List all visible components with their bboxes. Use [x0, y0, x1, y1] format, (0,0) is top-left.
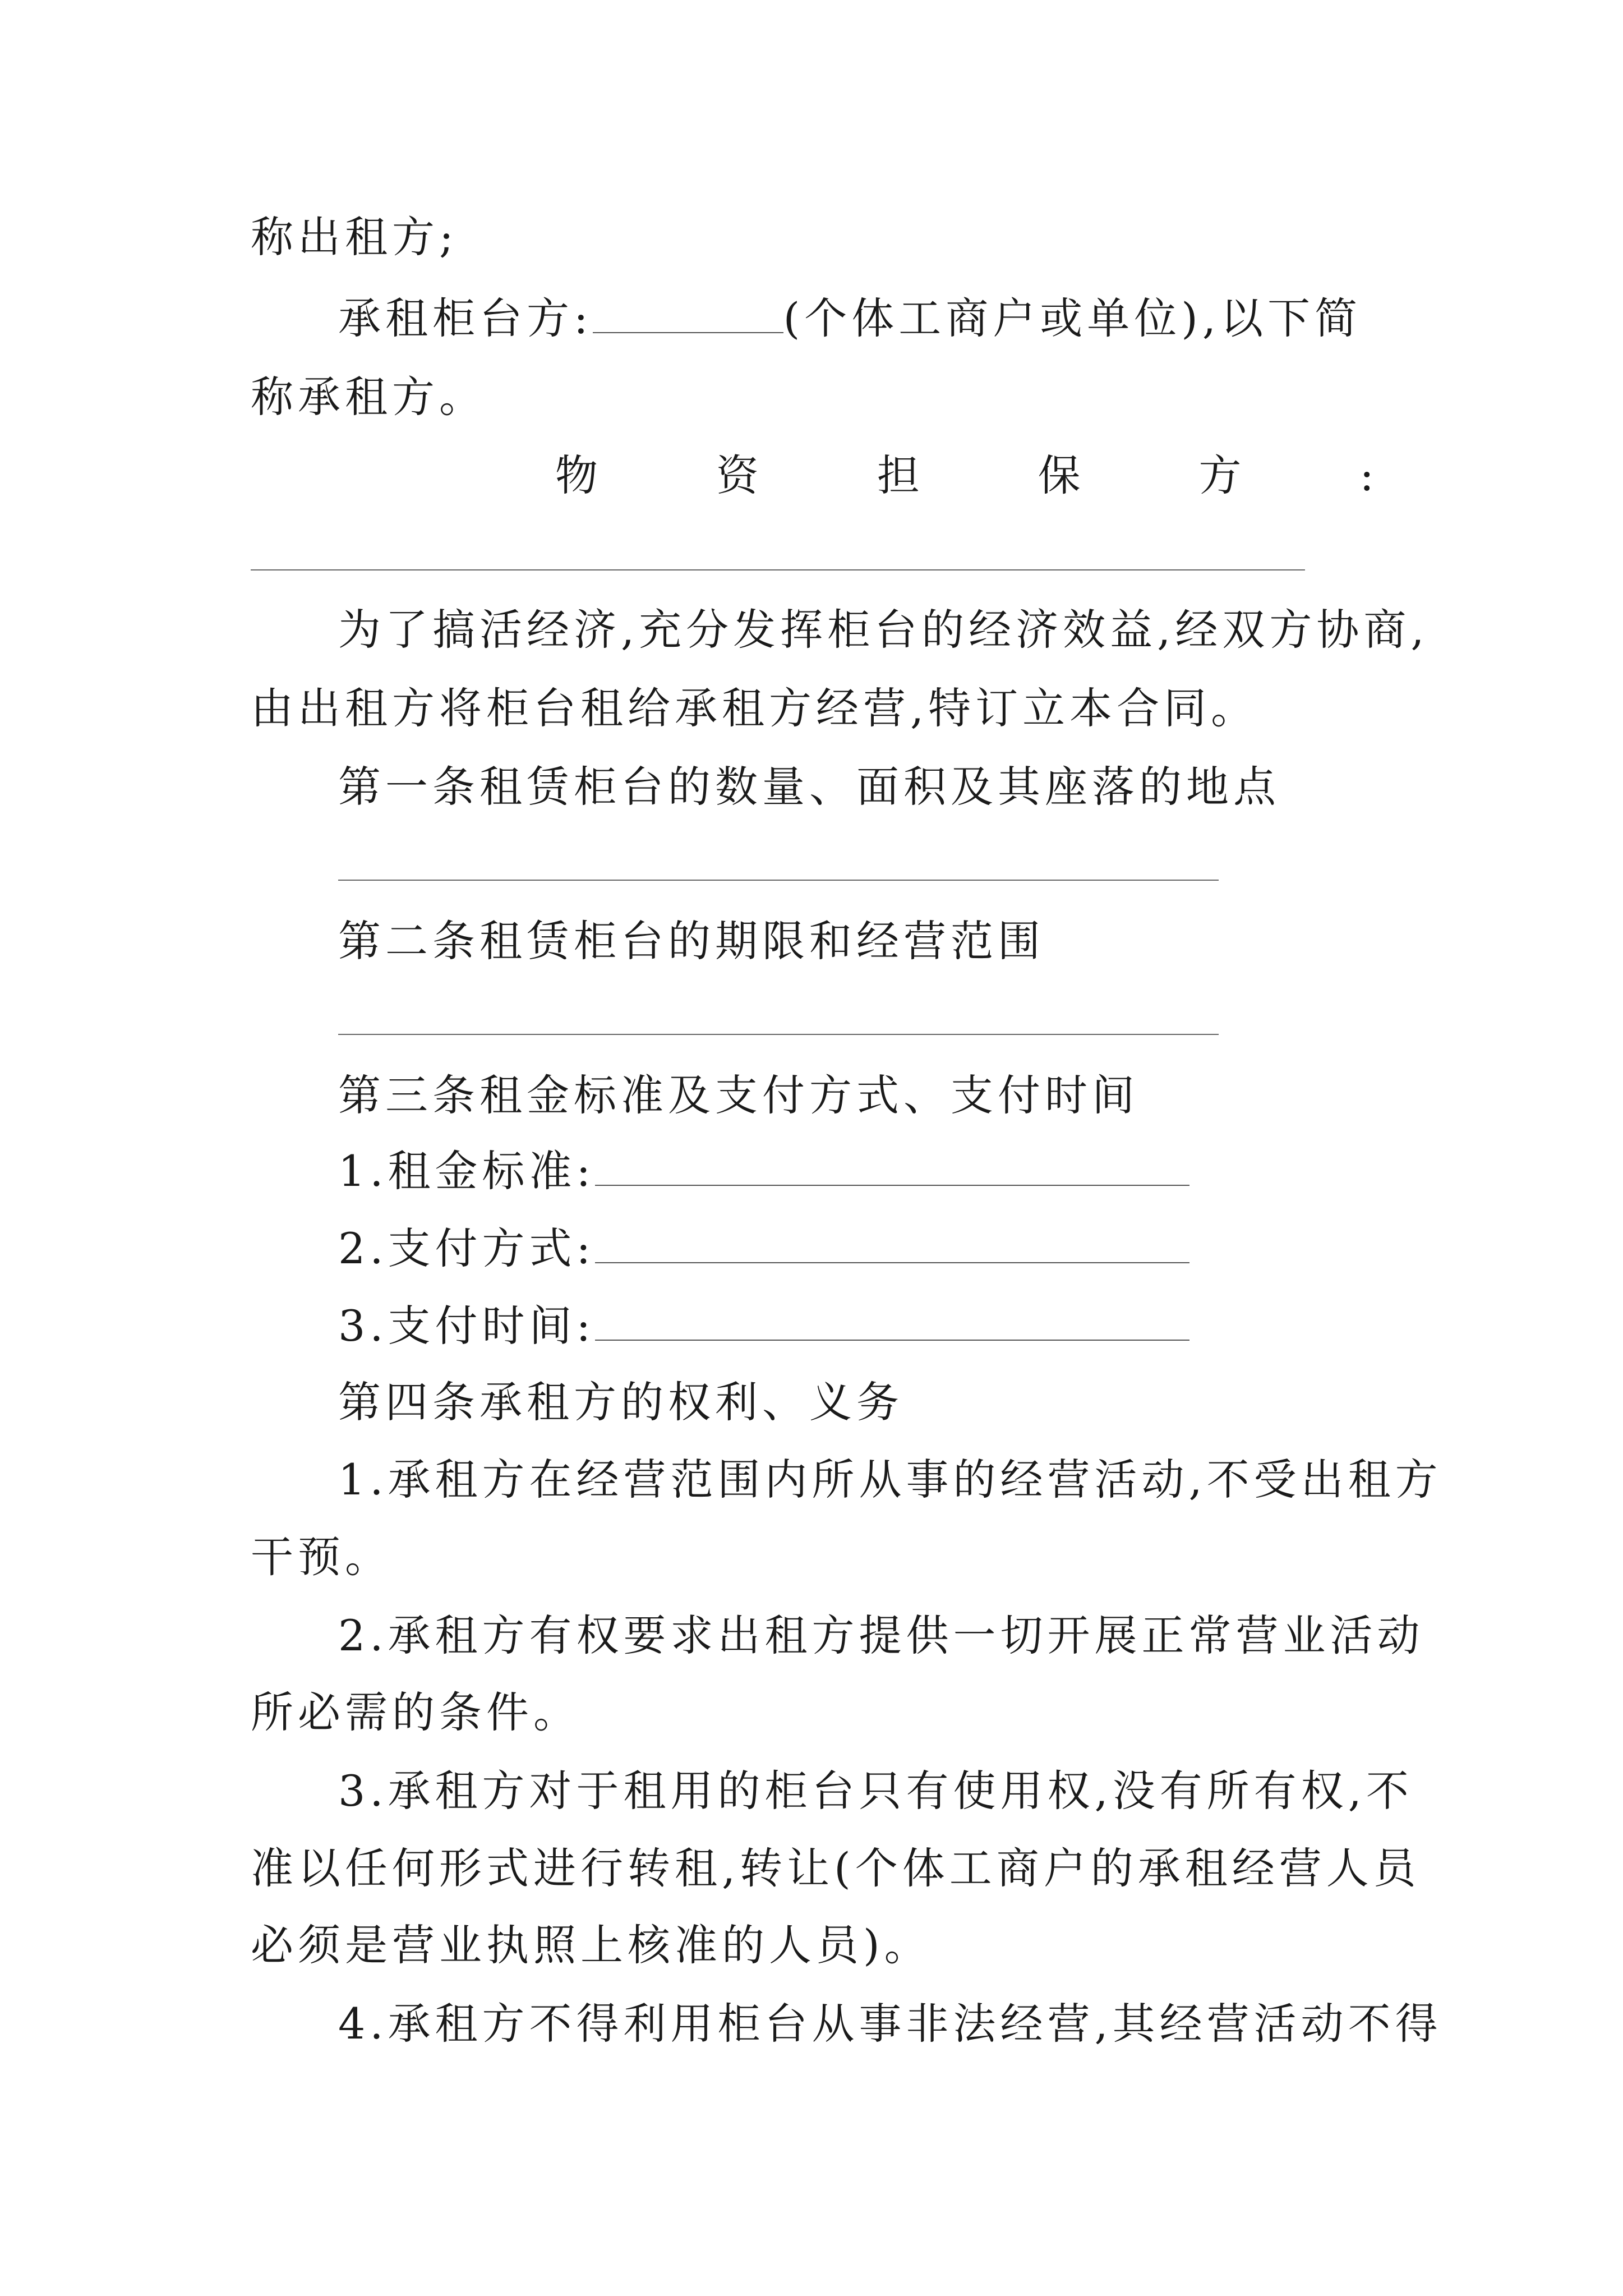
guarantor-name-blank[interactable] — [251, 569, 1305, 570]
guarantor-char: : — [1359, 450, 1374, 500]
payment-method-blank[interactable] — [595, 1223, 1189, 1263]
payment-method-label: 2.支付方式: — [338, 1223, 596, 1273]
rent-standard-line — [338, 1144, 1189, 1198]
article-4-clause-3-line-1: 3.承租方对于租用的柜台只有使用权,没有所有权,不 — [338, 1766, 1413, 1816]
article-4-clause-3-line-3: 必须是营业执照上核准的人员)。 — [251, 1920, 932, 1970]
intro-paragraph-line-2: 由出租方将柜台租给承租方经营,特订立本合同。 — [251, 683, 1258, 733]
payment-time-line — [338, 1299, 1189, 1353]
article-3-heading: 第三条租金标准及支付方式、支付时间 — [338, 1070, 1139, 1120]
article-2-heading: 第二条租赁柜台的期限和经营范围 — [338, 916, 1045, 966]
lessee-name-blank[interactable] — [593, 293, 783, 333]
article-4-clause-1-line-2: 干预。 — [251, 1532, 392, 1582]
article-4-clause-2-line-2: 所必需的条件。 — [251, 1687, 580, 1737]
guarantor-char: 担 — [877, 450, 920, 500]
lessee-line — [338, 292, 1362, 346]
payment-time-label: 3.支付时间: — [338, 1301, 596, 1351]
guarantor-char: 方 — [1198, 450, 1242, 500]
article-4-clause-1-line-1: 1.承租方在经营范围内所从事的经营活动,不受出租方 — [338, 1455, 1442, 1504]
rent-standard-label: 1.租金标准: — [338, 1146, 596, 1196]
guarantor-label — [555, 449, 1374, 503]
lessee-suffix: (个体工商户或单位),以下简 — [783, 293, 1362, 343]
article-4-clause-2-line-1: 2.承租方有权要求出租方提供一切开展正常营业活动 — [338, 1611, 1424, 1660]
rent-standard-blank[interactable] — [595, 1145, 1189, 1186]
payment-method-line — [338, 1222, 1189, 1276]
article-4-heading: 第四条承租方的权利、义务 — [338, 1377, 903, 1427]
intro-paragraph-line-1: 为了搞活经济,充分发挥柜台的经济效益,经双方协商, — [338, 605, 1429, 655]
guarantor-char: 物 — [555, 450, 598, 500]
payment-time-blank[interactable] — [595, 1300, 1189, 1341]
article-4-clause-3-line-2: 准以任何形式进行转租,转让(个体工商户的承租经营人员 — [251, 1843, 1421, 1893]
article-2-blank[interactable] — [338, 1034, 1219, 1035]
article-1-heading: 第一条租赁柜台的数量、面积及其座落的地点 — [338, 762, 1280, 812]
lessor-line-continuation: 称出租方; — [251, 212, 458, 262]
lessee-label: 承租柜台方: — [338, 293, 593, 343]
lessee-line-continuation: 称承租方。 — [251, 372, 486, 422]
guarantor-char: 资 — [716, 450, 759, 500]
article-4-clause-4-line-1: 4.承租方不得利用柜台从事非法经营,其经营活动不得 — [338, 1999, 1442, 2049]
guarantor-char: 保 — [1038, 450, 1081, 500]
article-1-blank[interactable] — [338, 880, 1219, 881]
